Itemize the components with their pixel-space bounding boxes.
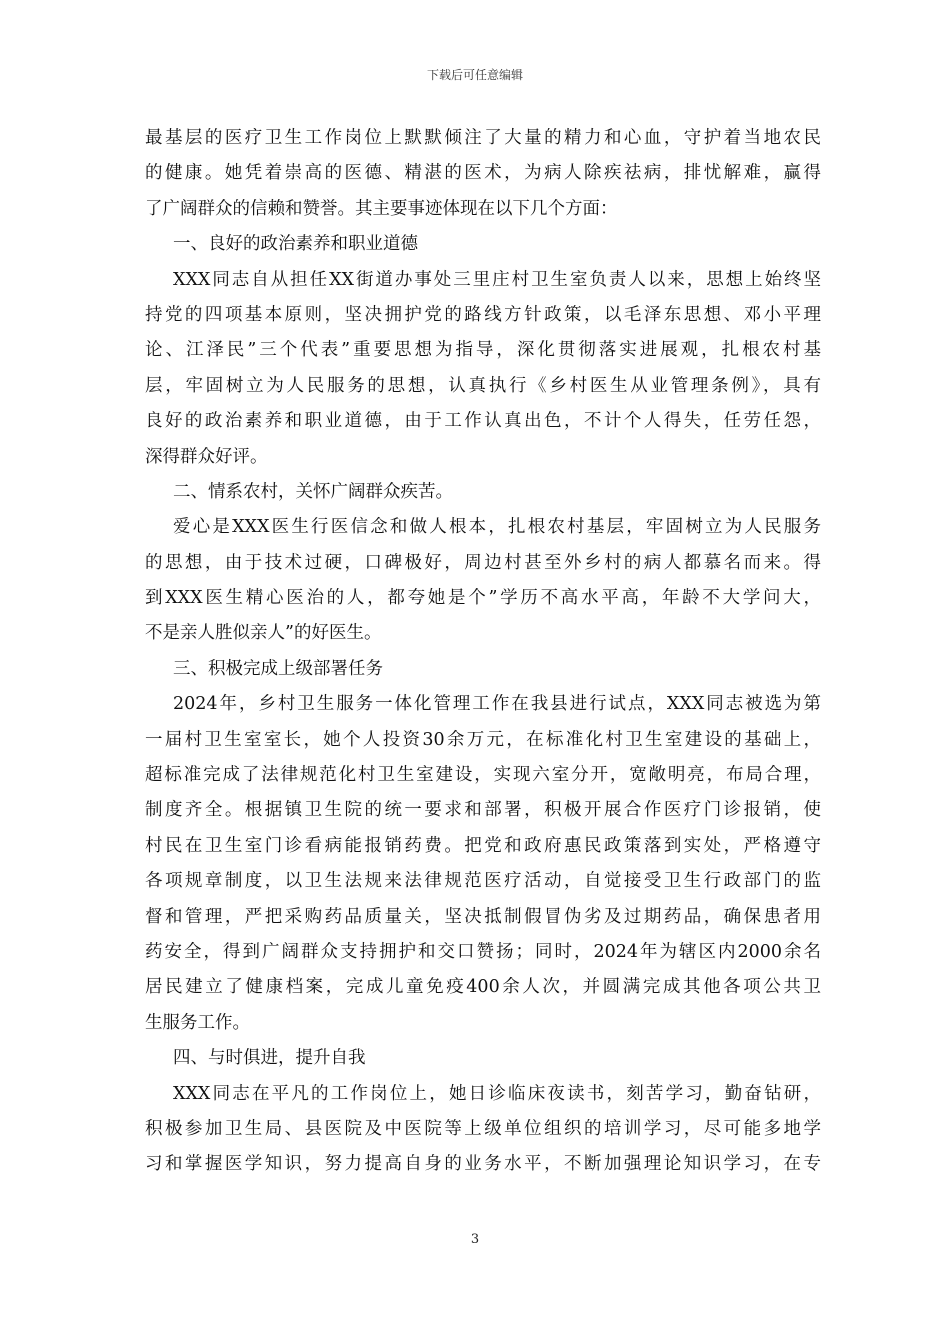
text-line: 到XXX医生精心医治的人，都夸她是个”学历不高水平高，年龄不大学问大， [145, 588, 821, 609]
text-line: 良好的政治素养和职业道德，由于工作认真出色，不计个人得失，任劳任怨， [145, 411, 821, 432]
page-header: 下载后可任意编辑 [426, 68, 523, 82]
text-line: XXX同志自从担任XX街道办事处三里庄村卫生室负责人以来，思想上始终坚 [173, 269, 821, 290]
text-line: 二、情系农村，关怀广阔群众疾苦。 [173, 481, 453, 502]
text-line: 村民在卫生室门诊看病能报销药费。把党和政府惠民政策落到实处，严格遵守 [145, 835, 821, 856]
text-line: 制度齐全。根据镇卫生院的统一要求和部署，积极开展合作医疗门诊报销，使 [145, 800, 821, 821]
text-line: 持党的四项基本原则，坚决拥护党的路线方针政策，以毛泽东思想、邓小平理 [145, 304, 821, 325]
text-line: 2024年，乡村卫生服务一体化管理工作在我县进行试点，XXX同志被选为第 [173, 694, 821, 715]
text-line: 居民建立了健康档案，完成儿童免疫400余人次，并圆满完成其他各项公共卫 [145, 977, 821, 998]
text-line: 爱心是XXX医生行医信念和做人根本，扎根农村基层，牢固树立为人民服务 [173, 517, 821, 538]
text-line: 层，牢固树立为人民服务的思想，认真执行《乡村医生从业管理条例》，具有 [145, 375, 821, 396]
text-line: 各项规章制度，以卫生法规来法律规范医疗活动，自觉接受卫生行政部门的监 [145, 871, 821, 892]
text-line: 生服务工作。 [145, 1012, 250, 1033]
text-line: 论、江泽民”三个代表”重要思想为指导，深化贯彻落实进展观，扎根农村基 [145, 340, 821, 361]
text-line: 的思想，由于技术过硬，口碑极好，周边村甚至外乡村的病人都慕名而来。得 [145, 552, 821, 573]
text-line: 超标准完成了法律规范化村卫生室建设，实现六室分开，宽敞明亮，布局合理， [145, 765, 821, 786]
text-line: 深得群众好评。 [145, 446, 268, 467]
text-line: 四、与时俱进，提升自我 [173, 1048, 366, 1069]
text-line: 了广阔群众的信赖和赞誉。其主要事迹体现在以下几个方面： [145, 198, 618, 219]
text-line: 习和掌握医学知识，努力提高自身的业务水平，不断加强理论知识学习，在专 [145, 1154, 821, 1175]
document-body [145, 121, 821, 1183]
text-line: 一、良好的政治素养和职业道德 [173, 234, 418, 255]
page-number: 3 [470, 1232, 480, 1247]
text-line: 一届村卫生室室长，她个人投资30余万元，在标准化村卫生室建设的基础上， [145, 729, 821, 750]
text-line: 药安全，得到广阔群众支持拥护和交口赞扬；同时，2024年为辖区内2000余名 [145, 941, 821, 962]
text-line: 的健康。她凭着崇高的医德、精湛的医术，为病人除疾祛病，排忧解难，赢得 [145, 163, 821, 184]
text-line: 督和管理，严把采购药品质量关，坚决抵制假冒伪劣及过期药品，确保患者用 [145, 906, 821, 927]
text-line: 不是亲人胜似亲人”的好医生。 [145, 623, 382, 644]
text-line: 积极参加卫生局、县医院及中医院等上级单位组织的培训学习，尽可能多地学 [145, 1118, 821, 1139]
text-line: XXX同志在平凡的工作岗位上，她日诊临床夜读书，刻苦学习，勤奋钻研， [173, 1083, 821, 1104]
text-line: 最基层的医疗卫生工作岗位上默默倾注了大量的精力和心血，守护着当地农民 [145, 128, 821, 148]
text-line: 三、积极完成上级部署任务 [173, 658, 383, 679]
